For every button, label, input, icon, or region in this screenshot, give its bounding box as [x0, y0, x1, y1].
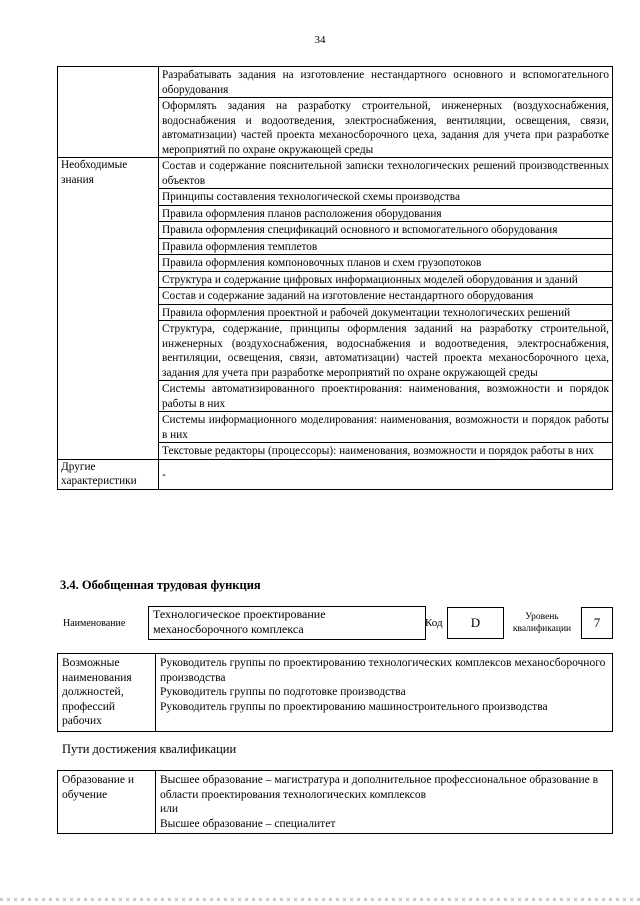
- table-row: [58, 67, 613, 158]
- list-item: Правила оформления спецификаций основного и вспомогательного оборудования: [159, 222, 612, 239]
- other-label: Другие характеристики: [58, 459, 159, 489]
- list-item: Высшее образование – специалитет: [160, 817, 336, 830]
- qualification-items: [156, 771, 613, 834]
- list-item: Структура, содержание, принципы оформления заданий на разработку строительной, инженерных (воздухоснабжения, водоснабжения и водоотведения, электроснабжения, вентиляции, освещения, связи, автоматизации) частей проекта механосборочного цеха, задания для учета при разработке мероприятий по охране окружающей среды: [159, 321, 612, 381]
- qualification-table: [57, 770, 613, 834]
- level-label: Уровень квалификации: [512, 612, 572, 634]
- knowledge-items: [159, 158, 613, 460]
- list-item: Системы автоматизированного проектирования: наименования, возможности и порядок работы в них: [159, 381, 612, 412]
- list-item: Структура и содержание цифровых информационных моделей оборудования и зданий: [159, 272, 612, 289]
- list-item: Оформлять задания на разработку строительной, инженерных (воздухоснабжения, водоснабжения и водоотведения, электроснабжения, вентиляции, освещения, связи, автоматизации) частей проекта механосборочного цеха, задания для учета при разработке мероприятий по охране окружающей среды: [162, 100, 609, 156]
- level-value: 7: [581, 607, 613, 639]
- list-item: Принципы составления технологической схемы производства: [159, 189, 612, 206]
- qualification-label: Образование и обучение: [58, 771, 156, 834]
- code-value: D: [447, 607, 504, 639]
- other-value: -: [159, 459, 613, 489]
- knowledge-label: Необходимые знания: [58, 158, 159, 460]
- table-row: [58, 771, 613, 834]
- row-label: [58, 67, 159, 158]
- list-item: Руководитель группы по проектированию технологических комплексов механосборочного производства: [160, 657, 606, 684]
- list-item: Правила оформления планов расположения оборудования: [159, 206, 612, 223]
- table-row: [58, 459, 613, 489]
- positions-table: [57, 653, 613, 732]
- function-name: Технологическое проектирование механосборочного комплекса: [148, 606, 426, 640]
- list-item: или: [160, 803, 179, 815]
- positions-label: Возможные наименования должностей, профессий рабочих: [58, 654, 156, 732]
- list-item: Состав и содержание заданий на изготовление нестандартного оборудования: [159, 288, 612, 305]
- list-item: Системы информационного моделирования: наименования, возможности и порядок работы в них: [159, 412, 612, 443]
- positions-items: [156, 654, 613, 732]
- section-title: 3.4. Обобщенная трудовая функция: [60, 578, 261, 592]
- list-item: Разрабатывать задания на изготовление нестандартного основного и вспомогательного оборудования: [159, 67, 612, 98]
- name-label: Наименование: [63, 618, 126, 629]
- table-row: [58, 158, 613, 460]
- list-item: Правила оформления компоновочных планов и схем грузопотоков: [159, 255, 612, 272]
- list-item: Руководитель группы по проектированию машиностроительного производства: [160, 700, 548, 713]
- qualification-title: Пути достижения квалификации: [62, 742, 237, 756]
- scan-artifact-line: [0, 898, 640, 901]
- list-item: Руководитель группы по подготовке производства: [160, 686, 406, 698]
- table-row: [58, 654, 613, 732]
- row-items: [159, 67, 613, 158]
- knowledge-table: [57, 66, 613, 490]
- page-number: 34: [314, 34, 326, 46]
- code-label: Код: [425, 617, 443, 629]
- list-item: Текстовые редакторы (процессоры): наименования, возможности и порядок работы в них: [162, 445, 594, 457]
- list-item: Высшее образование – магистратура и дополнительное профессиональное образование в области проектирования технологических комплексов: [160, 774, 599, 801]
- list-item: Состав и содержание пояснительной записки технологических решений производственных объектов: [159, 158, 612, 189]
- list-item: Правила оформления проектной и рабочей документации технологических решений: [159, 305, 612, 322]
- list-item: Правила оформления темплетов: [159, 239, 612, 256]
